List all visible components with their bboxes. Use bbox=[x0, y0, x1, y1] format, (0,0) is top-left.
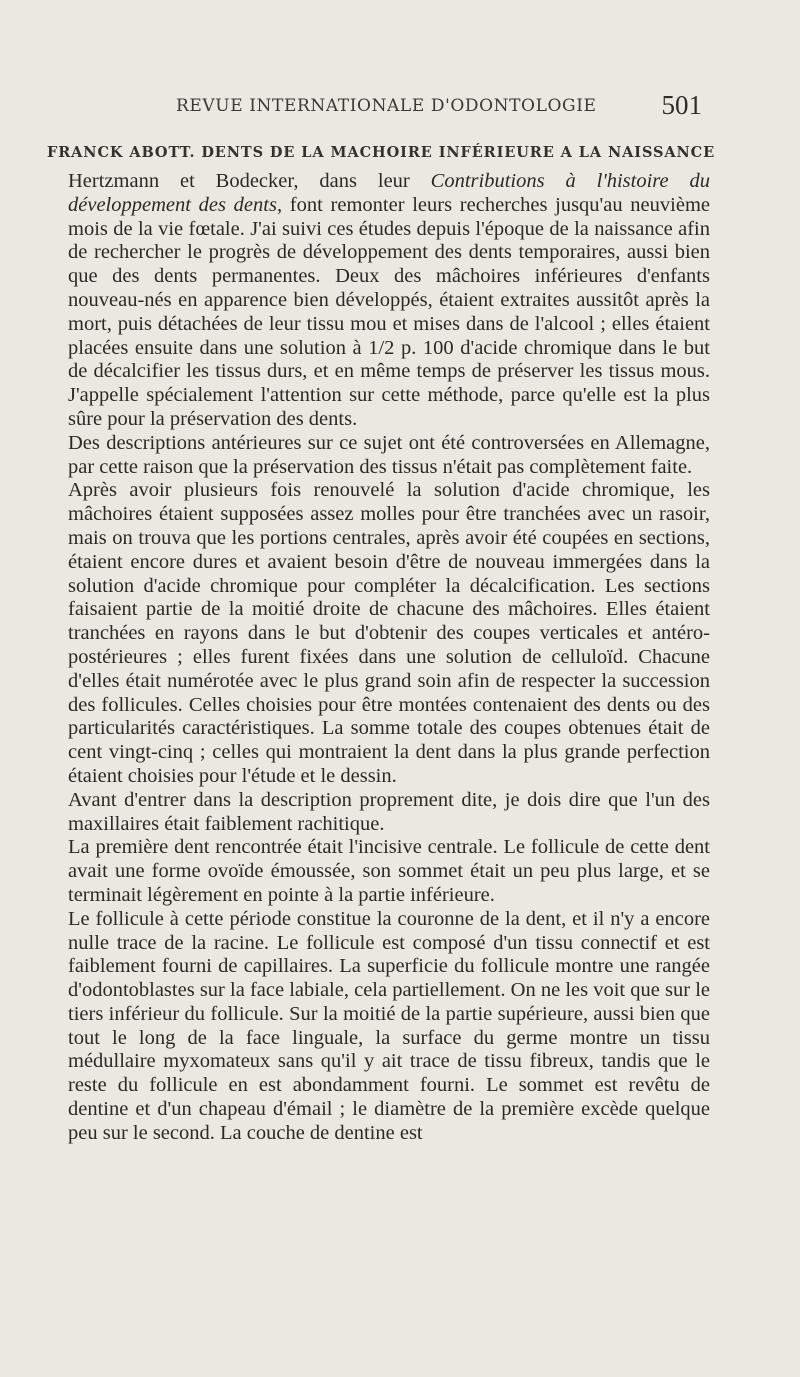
paragraph-6: Le follicule à cette période constitue la couronne de la dent, et il n'y a encore nulle trace de la racine. Le follicule est composé d'un tissu connectif et est faiblement fourni de capillaires. La superficie du follicule montre une rangée d'odontoblastes sur la face labiale, cela partiellement. On ne les voit que sur le tiers inférieur du follicule. Sur la moitié de la partie supérieure, aussi bien que tout le long de la face linguale, la surface du germe montre un tissu médullaire myxomateux sans qu'il y ait trace de tissu fibreux, tandis que le reste du follicule en est abondamment fourni. Le sommet est revêtu de dentine et d'un chapeau d'émail ; le diamètre de la première excède quelque peu sur le second. La couche de dentine est bbox=[68, 907, 710, 1144]
paragraph-1 bbox=[60, 170, 710, 432]
paragraph-2: Des descriptions antérieures sur ce sujet ont été controversées en Allemagne, par cette raison que la préservation des tissus n'était pas complètement faite. bbox=[68, 431, 710, 478]
running-title: REVUE INTERNATIONALE D'ODONTOLOGIE bbox=[176, 96, 597, 116]
paragraph-3: Après avoir plusieurs fois renouvelé la solution d'acide chromique, les mâchoires étaient supposées assez molles pour être tranchées avec un rasoir, mais on trouva que les portions centrales, après avoir été coupées en sections, étaient encore dures et avaient besoin d'être de nouveau immergées dans la solution d'acide chromique pour compléter la décalcification. Les sections faisaient partie de la moitié droite de chacune des mâchoires. Elles étaient tranchées en rayons dans le but d'obtenir des coupes verticales et antéro-postérieures ; elles furent fixées dans une solution de celluloïd. Chacune d'elles était numérotée avec le plus grand soin afin de respecter la succession des follicules. Celles choisies pour être montées contenaient des dents ou des particularités caractéristiques. La somme totale des coupes obtenues était de cent vingt-cinq ; celles qui montraient la dent dans la plus grande perfection étaient choisies pour l'étude et le dessin. bbox=[68, 479, 710, 787]
article-body bbox=[60, 170, 710, 1146]
running-head bbox=[170, 92, 702, 124]
paragraph-1-start: Hertzmann et Bodecker, dans leur bbox=[68, 170, 431, 192]
paragraph-1-rest: , font remonter leurs recherches jusqu'au neuvième mois de la vie fœtale. J'ai suivi ces études depuis l'époque de la naissance afin de rechercher le progrès de développement des dents temporaires, aussi bien que des dents permanentes. Deux des mâchoires inférieures d'enfants nouveau-nés en apparence bien développés, étaient extraites aussitôt après la mort, puis détachées de leur tissu mou et mises dans de l'alcool ; elles étaient placées ensuite dans une solution à 1/2 p. 100 d'acide chromique dans le but de décalcifier les tissus durs, et en même temps de préserver les tissus mous. J'appelle spécialement l'attention sur cette méthode, parce qu'elle est la plus sûre pour la préservation des dents. bbox=[68, 193, 710, 430]
page-number: 501 bbox=[661, 90, 702, 120]
cited-work-title: Contributions à l'histoire du développement des dents bbox=[68, 170, 710, 216]
article-heading: FRANCK ABOTT. DENTS DE LA MACHOIRE INFÉRIEURE A LA NAISSANCE bbox=[47, 144, 716, 161]
paragraph-4: Avant d'entrer dans la description proprement dite, je dois dire que l'un des maxillaires était faiblement rachitique. bbox=[68, 788, 710, 835]
paragraph-5: La première dent rencontrée était l'incisive centrale. Le follicule de cette dent avait une forme ovoïde émoussée, son sommet était un peu plus large, et se terminait légèrement en pointe à la partie inférieure. bbox=[68, 836, 710, 906]
